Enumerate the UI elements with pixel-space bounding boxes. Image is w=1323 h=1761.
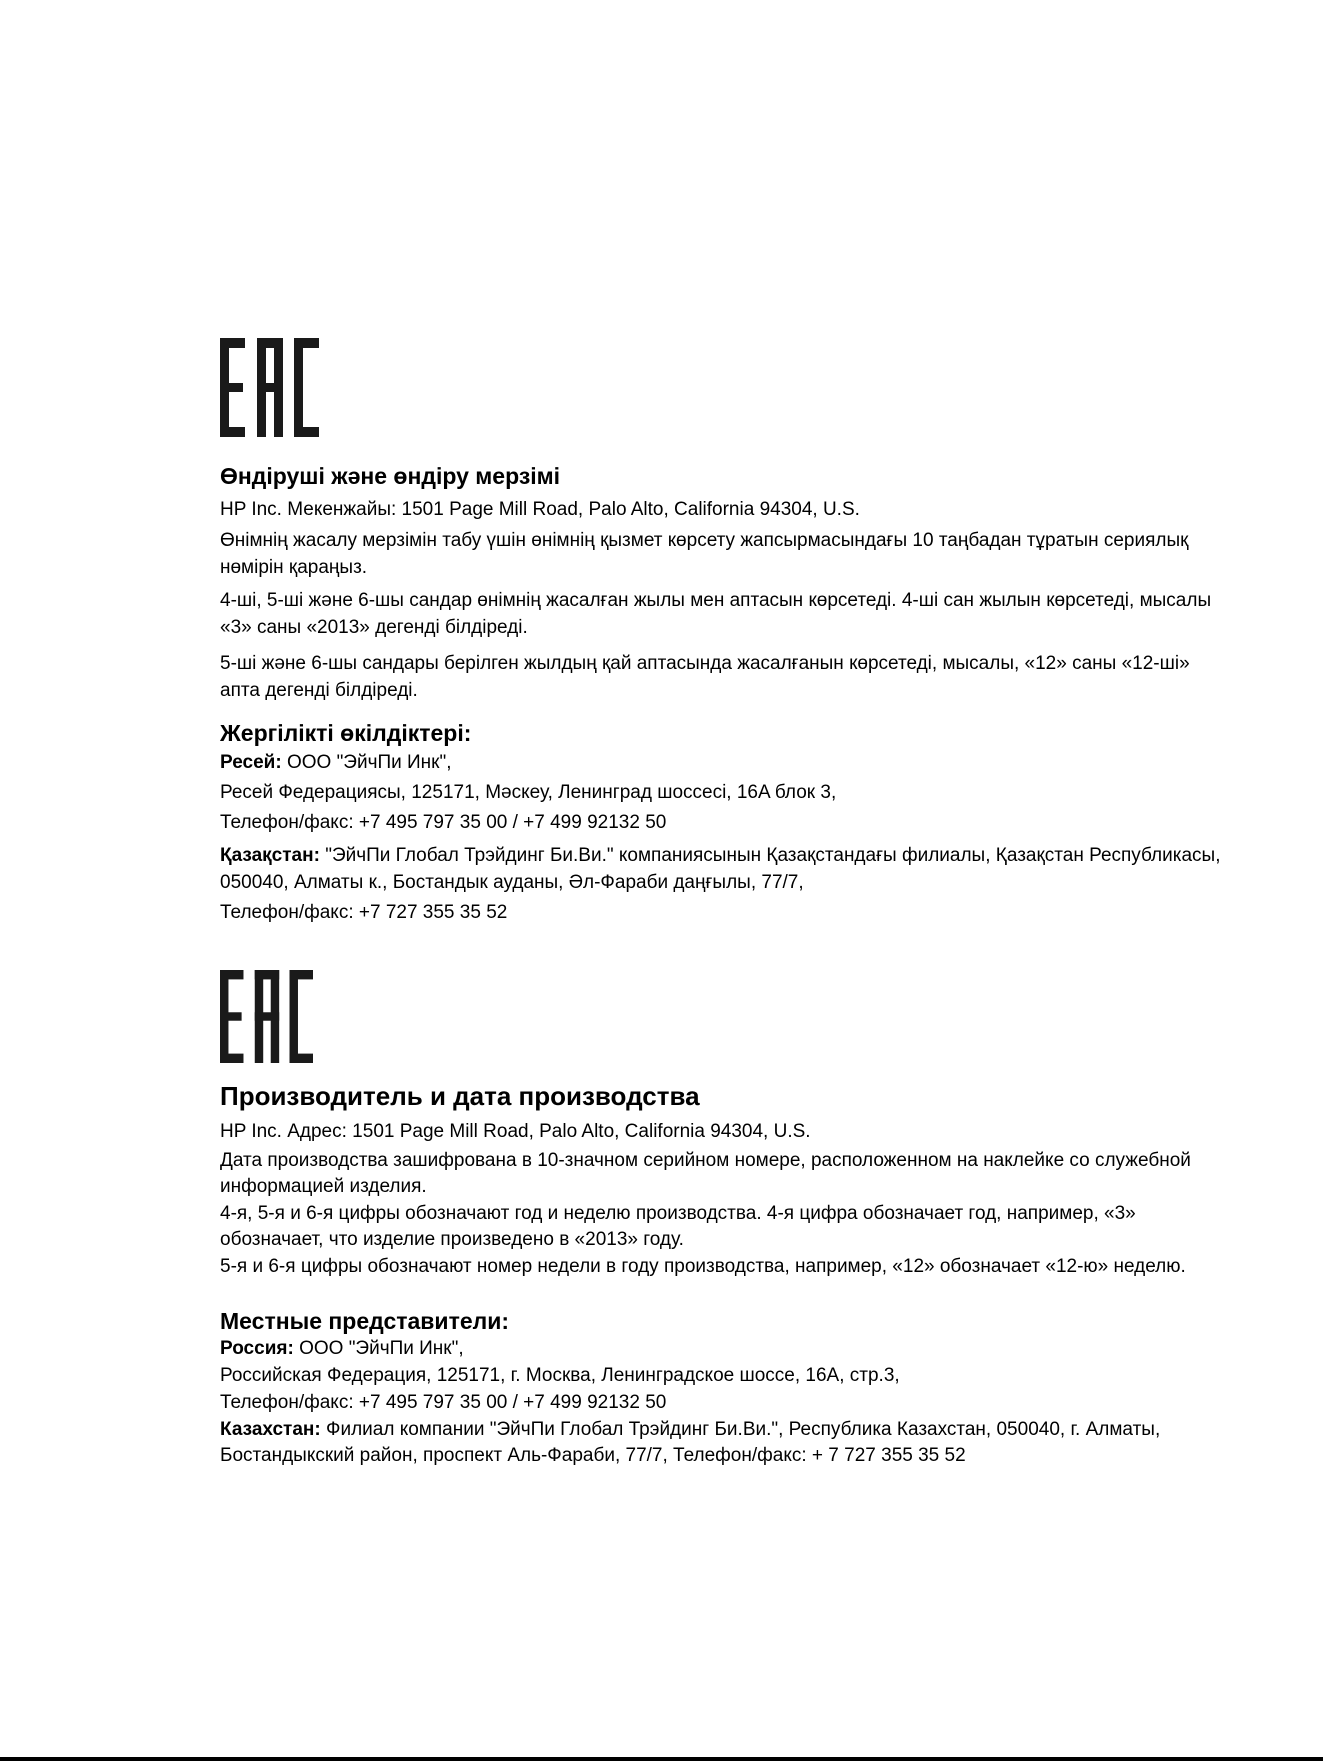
kz-reps-heading: Жергілікті өкілдіктері: [220,720,472,746]
ru-address: HP Inc. Адрес: 1501 Page Mill Road, Palo Alto, California 94304, U.S. [220,1121,811,1142]
kz-kazakhstan-text: "ЭйчПи Глобал Трэйдинг Би.Ви." компаниясынын Қазақстандағы филиалы, Қазақстан Республикасы, 050040, Алматы к., Бостандык ауданы, Әл-Фараби даңғылы, 77/7, [220,845,1221,893]
kz-digits-week: 5-ші және 6-шы сандары берілген жылдың қай аптасында жасалғанын көрсетеді, мысалы, «12» саны «12-ші» апта дегенді білдіреді. [220,653,1190,701]
ru-digits-year: 4-я, 5-я и 6-я цифры обозначают год и неделю производства. 4-я цифра обозначает год, например, «3» обозначает, что изделие произведено в «2013» году. [220,1203,1136,1250]
kz-digits-year: 4-ші, 5-ші және 6-шы сандар өнімнің жасалған жылы мен аптасын көрсетеді. 4-ші сан жылын көрсетеді, мысалы «3» саны «2013» дегенді білдіреді. [220,590,1212,638]
bottom-border [0,1757,1323,1761]
kz-russia-rep [220,749,1230,776]
kz-russia-address: Ресей Федерациясы, 125171, Мәскеу, Ленинград шоссесі, 16A блок 3, [220,782,837,803]
kz-russia-label: Ресей: [220,752,282,773]
kz-kazakhstan-phone: Телефон/факс: +7 727 355 35 52 [220,902,508,923]
ru-serial-info: Дата производства зашифрована в 10-значном серийном номере, расположенном на наклейке со служебной информацией изделия. [220,1150,1191,1197]
russian-section [220,1081,1230,1469]
ru-russia-label: Россия: [220,1338,294,1359]
kz-manufacturer-heading: Өндіруші және өндіру мерзімі [220,463,561,489]
ru-kazakhstan-rep [220,1417,1230,1469]
ru-russia-address: Российская Федерация, 125171, г. Москва, Ленинградское шоссе, 16A, стр.3, [220,1365,900,1386]
ru-russia-phone: Телефон/факс: +7 495 797 35 00 / +7 499 92132 50 [220,1392,667,1413]
ru-russia-company: ООО "ЭйчПи Инк", [293,1338,464,1359]
ru-reps-heading: Местные представители: [220,1308,510,1334]
ru-russia-rep [220,1336,1230,1362]
kz-serial-info: Өнімнің жасалу мерзімін табу үшін өнімнің қызмет көрсету жапсырмасындағы 10 таңбадан тұратын сериялық нөмірін қараңыз. [220,530,1189,578]
kz-address: HP Inc. Мекенжайы: 1501 Page Mill Road, Palo Alto, California 94304, U.S. [220,499,860,520]
kz-russia-company: ООО "ЭйчПи Инк", [281,752,452,773]
eac-mark-logo-2 [220,970,313,1063]
ru-digits-week: 5-я и 6-я цифры обозначают номер недели в году производства, например, «12» обозначает «12-ю» неделю. [220,1256,1186,1277]
ru-kazakhstan-text: Филиал компании "ЭйчПи Глобал Трэйдинг Би.Ви.", Республика Казахстан, 050040, г. Алматы, Бостандыкский район, проспект Аль-Фараби, 77/7, Телефон/факс: + 7 727 355 35 52 [220,1419,1161,1466]
ru-kazakhstan-label: Казахстан: [220,1419,321,1440]
kz-kazakhstan-rep [220,842,1230,896]
kz-kazakhstan-label: Қазақстан: [220,845,320,866]
ru-manufacturer-heading: Производитель и дата производства [220,1081,700,1111]
eac-mark-logo [220,338,319,437]
kazakh-section [220,462,1230,926]
kz-russia-phone: Телефон/факс: +7 495 797 35 00 / +7 499 92132 50 [220,812,667,833]
